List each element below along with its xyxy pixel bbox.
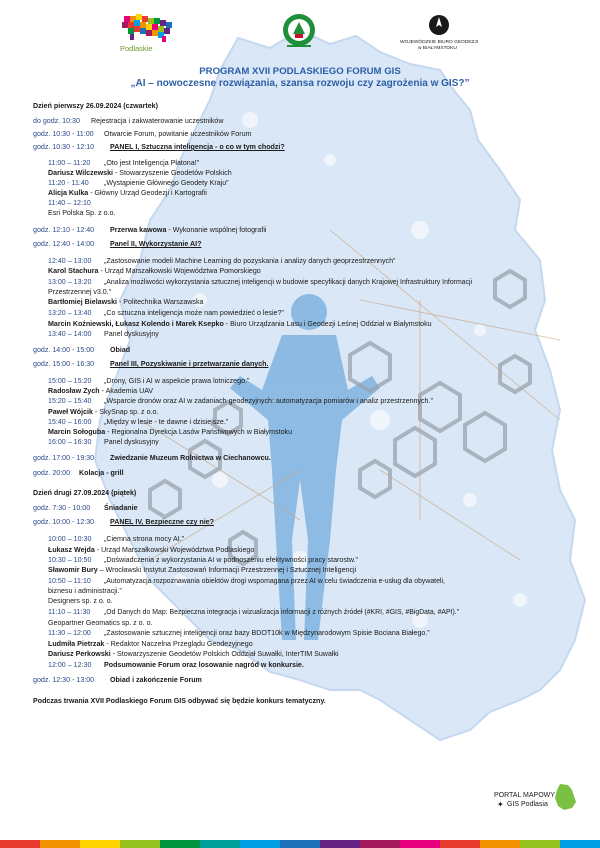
closing-lunch: Obiad i zakończenie Forum bbox=[110, 676, 202, 684]
day1-heading: Dzień pierwszy 26.09.2024 (czwartek) bbox=[33, 102, 158, 110]
p4-l3-text: „Doświadczenia z wykorzystania AI w podnoszeniu efektywności pracy starostw.” bbox=[104, 556, 358, 564]
p3-l1-text: „Drony, GIS i AI w aspekcie prawa lotniczego.” bbox=[104, 377, 250, 385]
p3-l3-text: „Wsparcie dronów oraz AI w zadaniach geodezyjnych: automatyzacja pomiarów i analiz przestrzennych.” bbox=[104, 397, 433, 405]
p1-l2-name: Dariusz Wilczewski bbox=[48, 169, 113, 177]
p4-l11-org: - Stowarzyszenie Geodetów Polskich Oddział Suwałki, InterTIM Suwałki bbox=[110, 650, 339, 658]
day1-row3-time: godz. 10:30 - 12:10 bbox=[33, 143, 95, 151]
p2-l6-org: - Biuro Urządzania Lasu i Geodezji Leśnej Oddział w Białymstoku bbox=[223, 320, 432, 328]
compass-star-icon: ✦ bbox=[497, 800, 504, 809]
p4-l7-time: 11:10 – 11:30 bbox=[48, 608, 91, 616]
day1-row1-text: Rejestracja i zakwaterowanie uczestników bbox=[91, 117, 224, 125]
p3-l3-time: 15:20 – 15:40 bbox=[48, 397, 92, 405]
p2-l3-cont: Przestrzennej v3.0.” bbox=[48, 288, 112, 296]
contest-note: Podczas trwania XVII Podlaskiego Forum GIS odbywać się będzie konkurs tematyczny. bbox=[33, 697, 326, 705]
day2-heading: Dzień drugi 27.09.2024 (piątek) bbox=[33, 489, 137, 497]
coffee-break: Przerwa kawowa bbox=[110, 226, 167, 234]
day1-row2-text: Otwarcie Forum, powitanie uczestników Forum bbox=[104, 130, 252, 138]
day1-row2-time: godz. 10:30 - 11:00 bbox=[33, 130, 94, 138]
day1-row4-time: godz. 12:10 - 12:40 bbox=[33, 226, 95, 234]
p4-l9-text: „Zastosowanie sztucznej inteligencji oraz bazy BDOT10k w Międzynarodowym Spisie Bociana Białego.” bbox=[104, 629, 430, 637]
p3-l2-name: Radosław Zych bbox=[48, 387, 100, 395]
podlaskie-region-map-icon bbox=[552, 782, 578, 812]
day1-row6-time: godz. 14:00 - 15:00 bbox=[33, 346, 95, 354]
p1-l6-org: Esri Polska Sp. z o.o. bbox=[48, 209, 116, 217]
p2-l7-text: Panel dyskusyjny bbox=[104, 330, 159, 338]
p1-l4-org: - Główny Urząd Geodezji i Kartografii bbox=[88, 189, 207, 197]
p2-l3-text: „Analiza możliwości wykorzystania sztucznej inteligencji w budowie specyfikacji danych Krajowej Infrastruktury Informacji bbox=[104, 279, 473, 286]
day1-row1-time: do godz. 10:30 bbox=[33, 117, 80, 125]
p1-l4-name: Alicja Kulka bbox=[48, 189, 89, 197]
p4-l9-time: 11:30 – 12:00 bbox=[48, 629, 91, 637]
day1-row8-time: godz. 17:00 - 19:30 bbox=[33, 454, 95, 462]
p4-l3-time: 10:30 – 10:50 bbox=[48, 556, 92, 564]
p2-l1-time: 12:40 – 13:00 bbox=[48, 257, 92, 265]
p3-l2-org: - Akademia UAV bbox=[99, 387, 154, 395]
p3-l5-time: 15:40 – 16:00 bbox=[48, 418, 92, 426]
panel1-heading: PANEL I, Sztuczna inteligencja - o co w tym chodzi? bbox=[110, 143, 285, 151]
p4-l2-org: - Urząd Marszałkowski Województwa Podlaskiego bbox=[94, 546, 255, 554]
p4-l5-time: 10:50 – 11:10 bbox=[48, 577, 91, 585]
p4-l4-name: Sławomir Bury bbox=[48, 566, 98, 574]
program-title: PROGRAM XVII PODLASKIEGO FORUM GIS bbox=[199, 66, 401, 77]
day1-row5-time: godz. 12:40 - 14:00 bbox=[33, 240, 95, 248]
p2-l4-name: Bartłomiej Bielawski bbox=[48, 298, 117, 306]
podlaskie-logo-label: Podlaskie bbox=[120, 44, 153, 53]
day1-row9-time: godz. 20:00 bbox=[33, 469, 71, 477]
lunch-day1: Obiad bbox=[110, 346, 131, 354]
p4-l4-org: – Wrocławski Instytut Zastosowań Informacji Przestrzennej i Sztucznej Inteligencji bbox=[97, 566, 357, 574]
p3-l7-time: 16:00 – 16:30 bbox=[48, 438, 92, 446]
p1-l1-text: „Oto jest Inteligencja Płatona!” bbox=[104, 159, 200, 167]
p3-l1-time: 15:00 – 15:20 bbox=[48, 377, 92, 385]
p3-l6-org: - Regionalna Dyrekcja Lasów Państwowych w Białymstoku bbox=[105, 428, 293, 436]
museum-visit: Zwiedzanie Muzeum Rolnictwa w Ciechanowcu. bbox=[110, 454, 271, 462]
p4-l2-name: Łukasz Wejda bbox=[48, 546, 95, 554]
panel4-heading: PANEL IV, Bezpieczne czy nie? bbox=[110, 518, 214, 526]
p4-l8-org: Geopartner Geomatics sp. z o. o. bbox=[48, 619, 153, 627]
p4-l10-org: - Redaktor Naczelna Przeglądu Geodezyjnego bbox=[104, 640, 253, 648]
p4-l11-name: Dariusz Perkowski bbox=[48, 650, 111, 658]
portal-subtitle: GIS Podlasia bbox=[507, 801, 548, 808]
p2-l1-text: „Zastosowanie modeli Machine Learning do pozyskania i analizy danych geoprzestrzennych” bbox=[104, 257, 396, 265]
p1-l2-org: - Stowarzyszenie Geodetów Polskich bbox=[113, 169, 232, 177]
portal-title: PORTAL MAPOWY bbox=[494, 792, 555, 799]
breakfast: Śniadanie bbox=[104, 504, 138, 512]
p2-l3-time: 13:00 – 13:20 bbox=[48, 278, 92, 286]
p1-l5-time: 11:40 – 12:10 bbox=[48, 199, 91, 207]
p3-l5-text: „Między w lesie - te dawne i dzisiejsze.” bbox=[104, 418, 229, 426]
p2-l5-text: „Co sztuczna inteligencja może nam powiedzieć o lesie?” bbox=[104, 309, 284, 317]
wbg-logo bbox=[428, 14, 450, 36]
p4-l1-time: 10:00 – 10:30 bbox=[48, 535, 92, 543]
program-subtitle: „AI – nowoczesne rozwiązania, szansa rozwoju czy zagrożenia w GIS?” bbox=[130, 78, 470, 89]
wbg-logo-line2: w BIAŁYMSTOKU bbox=[418, 46, 457, 51]
day2-row2-time: godz. 10:00 - 12:30 bbox=[33, 518, 95, 526]
p1-l3-time: 11:20 - 11:40 bbox=[48, 179, 89, 187]
p3-l7-text: Panel dyskusyjny bbox=[104, 438, 159, 446]
day2-row1-time: godz. 7:30 - 10:00 bbox=[33, 504, 91, 512]
p4-l10-name: Ludmiła Pietrzak bbox=[48, 640, 105, 648]
panel2-heading: Panel II, Wykorzystanie AI? bbox=[110, 240, 202, 248]
p4-l12-text: Podsumowanie Forum oraz losowanie nagród w konkursie. bbox=[104, 661, 304, 669]
day1-row7-time: godz. 15:00 - 16:30 bbox=[33, 360, 95, 368]
p4-l7-text: „Od Danych do Map: Bezpieczna integracja i wizualizacja informacji z różnych źródeł (#KRI, #GIS, #BigData, #API).” bbox=[104, 609, 460, 616]
p4-l12-time: 12:00 – 12:30 bbox=[48, 661, 92, 669]
p4-l5-text: „Automatyzacja rozpoznawania obiektów drogi wspomagana przez AI w celu świadczenia e-usług dla obywateli, bbox=[104, 578, 445, 585]
p2-l7-time: 13:40 – 14:00 bbox=[48, 330, 92, 338]
p3-l4-org: - SkySnap sp. z o.o. bbox=[92, 408, 159, 416]
p3-l4-name: Paweł Wójcik bbox=[48, 408, 93, 416]
p4-l1-text: „Ciemna strona mocy AI.” bbox=[104, 535, 185, 543]
p3-l6-name: Marcin Sołoguba bbox=[48, 428, 106, 436]
p2-l2-org: - Urząd Marszałkowski Województwa Pomorskiego bbox=[98, 267, 261, 275]
coffee-break-note: - Wykonanie wspólnej fotografii bbox=[166, 226, 267, 234]
dinner-grill: Kolacja - grill bbox=[79, 469, 124, 477]
day2-row3-time: godz. 12:30 - 13:00 bbox=[33, 676, 95, 684]
gis-forum-emblem-logo bbox=[281, 12, 317, 50]
p2-l4-org: - Politechnika Warszawska bbox=[117, 298, 204, 306]
panel3-heading: Panel III, Pozyskiwanie i przetwarzanie danych. bbox=[110, 360, 269, 368]
p4-l5-cont: biznesu i administracji.” bbox=[48, 587, 122, 595]
p1-l1-time: 11:00 – 11:20 bbox=[48, 159, 91, 167]
p2-l2-name: Karol Stachura bbox=[48, 267, 99, 275]
p1-l3-text: „Wystąpienie Głównego Geodety Kraju” bbox=[104, 179, 229, 187]
p2-l6-names: Marcin Koźniewski, Łukasz Kolendo i Marek Ksepko bbox=[48, 320, 224, 328]
p2-l5-time: 13:20 – 13:40 bbox=[48, 309, 92, 317]
wbg-logo-line1: WOJEWÓDZKIE BIURO GEODEZJI bbox=[400, 40, 479, 45]
p4-l6-org: Designers sp. z o. o. bbox=[48, 597, 113, 605]
